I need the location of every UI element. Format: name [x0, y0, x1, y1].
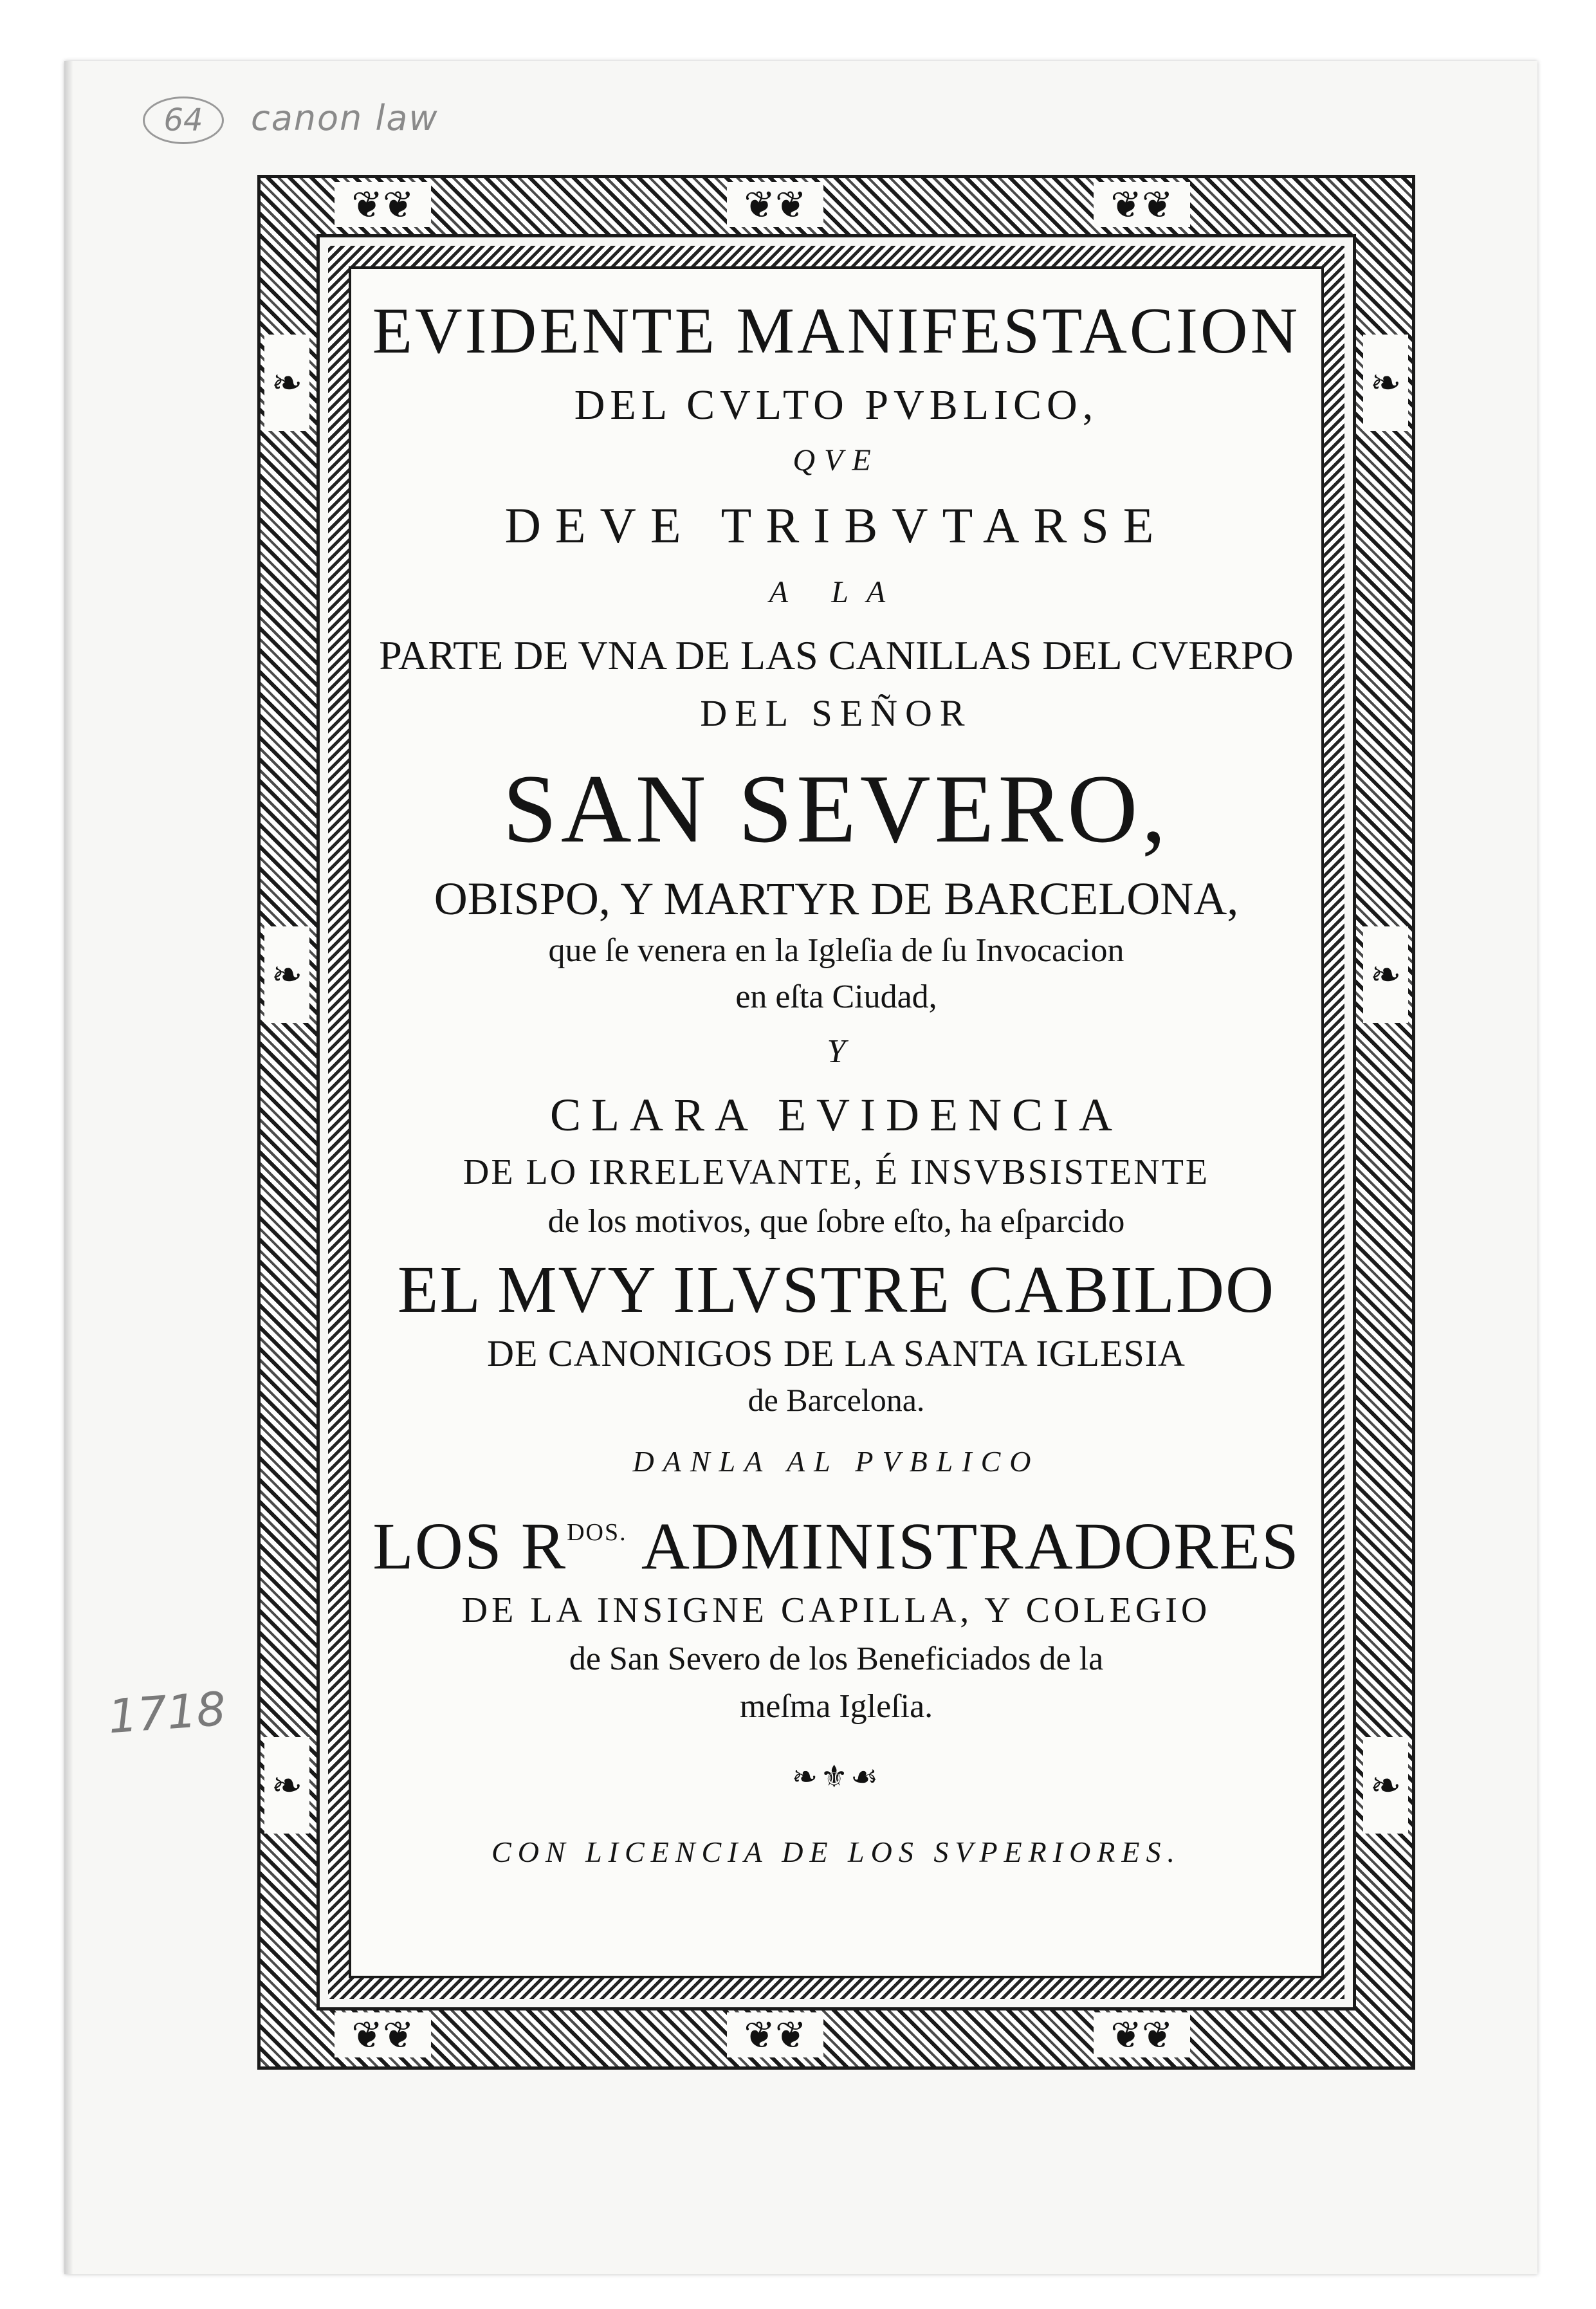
title-line: de los motivos, que ſobre eſto, ha eſparcido: [547, 1203, 1125, 1240]
title-line: DE LO IRRELEVANTE, É INSVBSISTENTE: [463, 1152, 1210, 1192]
title-line: DEL CVLTO PVBLICO,: [574, 382, 1099, 428]
title-line: DE CANONIGOS DE LA SANTA IGLESIA: [487, 1332, 1186, 1374]
imprint-line: CON LICENCIA DE LOS SVPERIORES.: [491, 1835, 1181, 1868]
authors-line-superscript: DOS.: [567, 1519, 627, 1546]
fleuron-icon: ❦❦: [335, 182, 431, 227]
title-line: OBISPO, Y MARTYR DE BARCELONA,: [434, 873, 1239, 925]
title-line: que ſe venera en la Igleſia de ſu Invocacion: [548, 932, 1124, 969]
connector-line: DANLA AL PVBLICO: [632, 1445, 1040, 1478]
title-line: DEVE TRIBVTARSE: [504, 497, 1168, 553]
fleuron-icon: ❦❦: [335, 2012, 431, 2057]
fleuron-icon: ❧: [264, 926, 309, 1023]
title-line: CLARA EVIDENCIA: [550, 1089, 1123, 1141]
fleuron-icon: ❧: [264, 335, 309, 431]
title-line: PARTE DE VNA DE LAS CANILLAS DEL CVERPO: [379, 632, 1294, 678]
year-note: 1718: [106, 1681, 228, 1744]
fleuron-icon: ❦❦: [1094, 182, 1190, 227]
fleuron-icon: ❦❦: [727, 182, 823, 227]
saint-name: SAN SEVERO,: [502, 755, 1170, 863]
connector-line: QVE: [793, 443, 880, 477]
title-line: EL MVY ILVSTRE CABILDO: [397, 1253, 1276, 1327]
fleuron-icon: ❧: [1363, 926, 1408, 1023]
tailpiece-icon: ❧⚜☙: [791, 1759, 881, 1795]
fleuron-icon: ❦❦: [727, 2012, 823, 2057]
authors-line-main: LOS R: [372, 1509, 567, 1583]
fleuron-icon: ❦❦: [1094, 2012, 1190, 2057]
title-line: DE LA INSIGNE CAPILLA, Y COLEGIO: [461, 1590, 1211, 1630]
title-line: en eſta Ciudad,: [735, 979, 937, 1015]
title-line: meſma Igleſia.: [739, 1688, 933, 1725]
title-line: de Barcelona.: [748, 1382, 925, 1418]
authors-line: [360, 1494, 1312, 1585]
binding-edge: [64, 61, 73, 2274]
fleuron-icon: ❧: [264, 1737, 309, 1834]
fleuron-icon: ❧: [1363, 1737, 1408, 1834]
authors-line-rest: ADMINISTRADORES: [627, 1509, 1300, 1583]
title-line: de San Severo de los Beneficiados de la: [569, 1641, 1104, 1677]
subject-note: canon law: [251, 98, 439, 138]
connector-line: Y: [827, 1033, 846, 1070]
title-page-text: [360, 290, 1312, 1875]
title-line: EVIDENTE MANIFESTACION: [372, 295, 1301, 367]
shelf-mark-note: 64: [143, 97, 224, 144]
connector-line: A LA: [769, 575, 904, 609]
fleuron-icon: ❧: [1363, 335, 1408, 431]
title-line: DEL SEÑOR: [700, 692, 973, 734]
